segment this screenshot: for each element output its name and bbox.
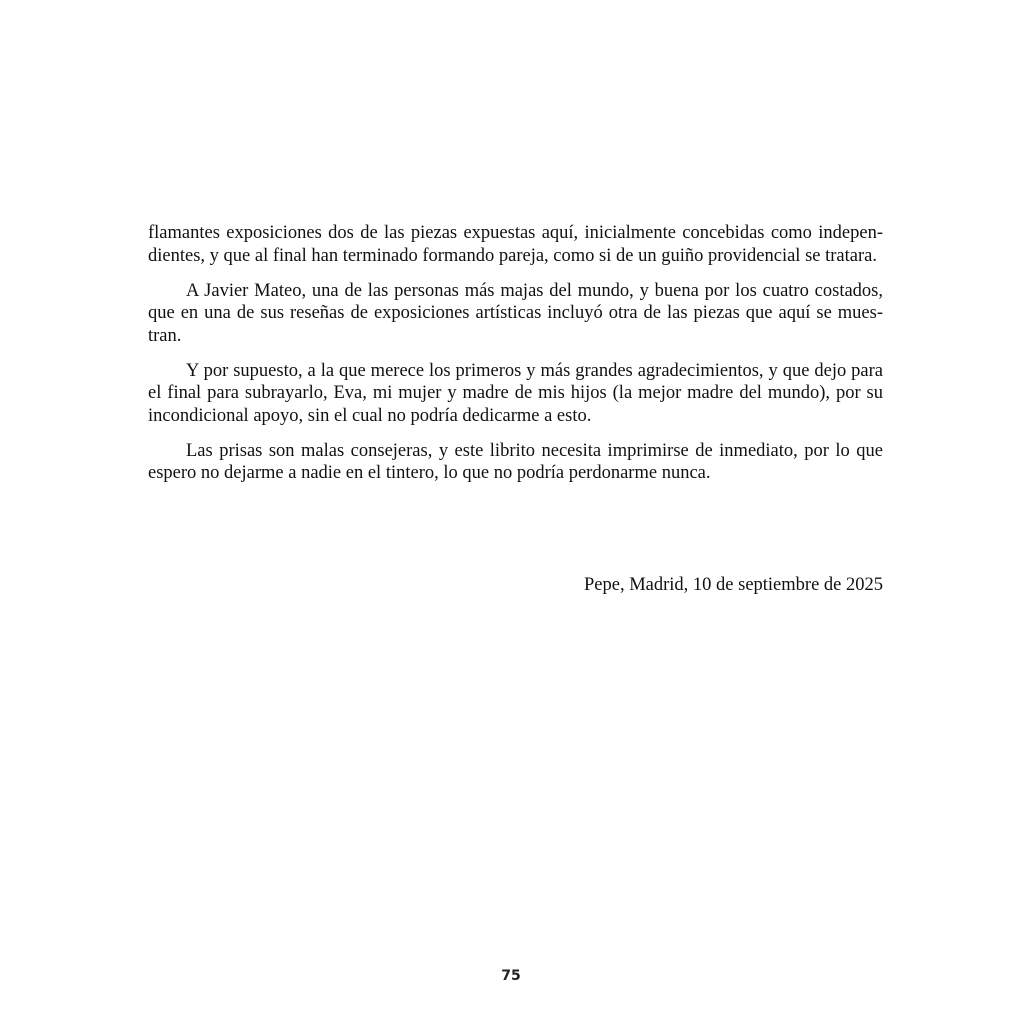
signature-line: Pepe, Madrid, 10 de septiembre de 2025 — [583, 575, 883, 595]
paragraph-3: Y por supuesto, a la que merece los primeros y más grandes agradecimientos, y que dejo para el final para subrayarlo, Eva, mi mujer y madre de mis hijos (la mejor madre del mundo), por su incondicional apoyo, sin el cual no podría dedicarme a esto. — [148, 360, 883, 426]
paragraph-1: flamantes exposiciones dos de las piezas expuestas aquí, inicialmente concebidas como indepen- dientes, y que al final han terminado formando pareja, como si de un guiño providencial se tratara. — [148, 223, 883, 266]
paragraph-2: A Javier Mateo, una de las personas más majas del mundo, y buena por los cuatro costados, que en una de sus reseñas de exposiciones artísticas incluyó otra de las piezas que aquí se mues- tran. — [148, 280, 883, 346]
paragraph-4: Las prisas son malas consejeras, y este librito necesita imprimirse de inmediato, por lo que espero no dejarme a nadie en el tintero, lo que no podría perdonarme nunca. — [148, 440, 883, 483]
body-text — [148, 222, 883, 497]
page-number: 75 — [501, 968, 521, 984]
